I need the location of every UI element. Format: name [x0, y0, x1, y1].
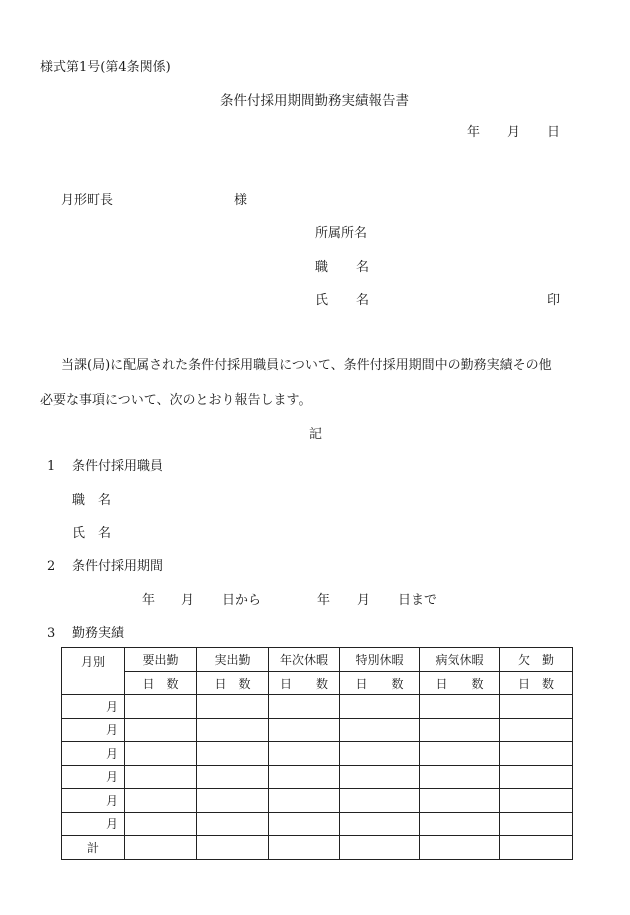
- header-required-days: 要出勤: [125, 648, 197, 672]
- table-cell: [500, 789, 573, 813]
- reporter-position-label-2: 名: [356, 260, 370, 275]
- section1-name-label-1: 氏: [72, 526, 86, 541]
- table-cell: [500, 765, 573, 789]
- table-cell: [340, 718, 420, 742]
- section3-number: 3: [47, 626, 56, 641]
- section2-number: 2: [47, 559, 56, 574]
- period-from-day: 日から: [222, 593, 262, 608]
- month-cell: 月: [62, 695, 125, 719]
- table-cell: [269, 836, 340, 860]
- period-to-month: 月: [357, 593, 371, 608]
- table-row: [62, 765, 573, 789]
- addressee-name: 月形町長: [61, 193, 114, 208]
- table-cell: [269, 695, 340, 719]
- date-month-label: 月: [507, 125, 521, 140]
- section1-heading: 条件付採用職員: [72, 459, 164, 474]
- header-days-unit: 日 数: [500, 672, 573, 695]
- table-cell: [125, 718, 197, 742]
- header-days-unit: 日 数: [340, 672, 420, 695]
- header-annual-leave: 年次休暇: [269, 648, 340, 672]
- section1-position-label-2: 名: [98, 493, 112, 508]
- table-header-row-bottom: [62, 672, 573, 695]
- date-year-label: 年: [467, 125, 481, 140]
- header-actual-days: 実出勤: [197, 648, 269, 672]
- seal-mark: 印: [547, 293, 561, 308]
- table-cell: [125, 742, 197, 766]
- table-cell: [269, 718, 340, 742]
- period-to-year: 年: [317, 593, 331, 608]
- table-cell: [340, 812, 420, 836]
- total-cell: 計: [62, 836, 125, 860]
- table-cell: [420, 836, 500, 860]
- header-month: 月別: [62, 648, 125, 695]
- reporter-position-label-1: 職: [315, 260, 329, 275]
- month-cell: 月: [62, 765, 125, 789]
- form-number: 様式第1号(第4条関係): [40, 60, 171, 75]
- table-cell: [125, 789, 197, 813]
- reporter-name-label-2: 名: [356, 293, 370, 308]
- table-cell: [340, 765, 420, 789]
- month-cell: 月: [62, 718, 125, 742]
- table-cell: [340, 789, 420, 813]
- header-absence: 欠 勤: [500, 648, 573, 672]
- month-cell: 月: [62, 742, 125, 766]
- addressee-honorific: 様: [234, 193, 248, 208]
- section3-heading: 勤務実績: [72, 626, 125, 641]
- table-cell: [197, 742, 269, 766]
- table-cell: [269, 789, 340, 813]
- table-cell: [500, 812, 573, 836]
- table-row: [62, 742, 573, 766]
- attendance-table: [61, 647, 573, 860]
- section2-heading: 条件付採用期間: [72, 559, 164, 574]
- section1-number: 1: [47, 459, 56, 474]
- period-to-day: 日まで: [398, 593, 438, 608]
- month-cell: 月: [62, 812, 125, 836]
- body-line-2: 必要な事項について、次のとおり報告します。: [40, 393, 312, 408]
- table-cell: [500, 836, 573, 860]
- header-days-unit: 日 数: [269, 672, 340, 695]
- table-row: [62, 789, 573, 813]
- table-total-row: [62, 836, 573, 860]
- table-cell: [500, 718, 573, 742]
- header-days-unit: 日 数: [420, 672, 500, 695]
- table-cell: [197, 789, 269, 813]
- table-row: [62, 695, 573, 719]
- table-cell: [500, 695, 573, 719]
- table-cell: [340, 742, 420, 766]
- table-header-row-top: [62, 648, 573, 672]
- section1-name-label-2: 名: [98, 526, 112, 541]
- date-line: [0, 126, 630, 142]
- month-cell: 月: [62, 789, 125, 813]
- table-cell: [269, 742, 340, 766]
- table-cell: [340, 695, 420, 719]
- affiliation-label: 所属所名: [315, 226, 368, 241]
- table-cell: [125, 765, 197, 789]
- header-special-leave: 特別休暇: [340, 648, 420, 672]
- table-cell: [420, 765, 500, 789]
- table-cell: [269, 812, 340, 836]
- reporter-name-label-1: 氏: [315, 293, 329, 308]
- ki-heading: 記: [309, 427, 323, 442]
- table-cell: [197, 695, 269, 719]
- header-days-unit: 日 数: [197, 672, 269, 695]
- table-cell: [340, 836, 420, 860]
- period-from-year: 年: [142, 593, 156, 608]
- table-cell: [420, 695, 500, 719]
- document-title: 条件付採用期間勤務実績報告書: [220, 93, 409, 109]
- header-days-unit: 日 数: [125, 672, 197, 695]
- table-row: [62, 812, 573, 836]
- header-sick-leave: 病気休暇: [420, 648, 500, 672]
- table-cell: [197, 836, 269, 860]
- table-cell: [269, 765, 340, 789]
- table-cell: [125, 836, 197, 860]
- table-cell: [500, 742, 573, 766]
- table-cell: [420, 742, 500, 766]
- table-cell: [420, 718, 500, 742]
- body-line-1: 当課(局)に配属された条件付採用職員について、条件付採用期間中の勤務実績その他: [61, 358, 552, 373]
- table-cell: [420, 789, 500, 813]
- table-cell: [197, 765, 269, 789]
- period-from-month: 月: [181, 593, 195, 608]
- table-cell: [197, 812, 269, 836]
- table-cell: [125, 695, 197, 719]
- section1-position-label-1: 職: [72, 493, 86, 508]
- table-cell: [125, 812, 197, 836]
- table-cell: [197, 718, 269, 742]
- date-day-label: 日: [547, 125, 561, 140]
- table-cell: [420, 812, 500, 836]
- table-row: [62, 718, 573, 742]
